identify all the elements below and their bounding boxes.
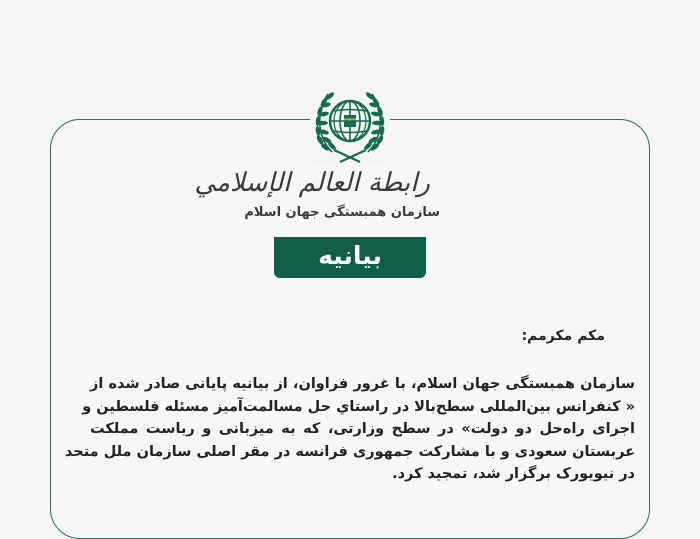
org-name-arabic: رابطة العالم الإسلامي: [194, 168, 430, 198]
statement-line: عربستان سعودی و با مشارکت جمهوری فرانسه در مقر اصلی سازمان ملل متحد: [64, 443, 635, 460]
statement-line: سازمان همبستگی جهان اسلام، با غرور فراوان، از بیانیه پایانی صادر شده از: [90, 376, 635, 392]
statement-line: در نیویورک برگزار شد، تمجید کرد.: [392, 466, 635, 482]
greeting: مکم مکرمم:: [521, 328, 605, 344]
org-name-persian: سازمان همبستگی جهان اسلام: [244, 205, 440, 220]
globe-laurel-icon: [310, 86, 390, 164]
document-type-banner: بیانیه: [274, 237, 426, 278]
statement-line: « کنفرانس بین‌المللی سطح‌بالا در راستاي حل مسالمت‌آمیز مسئله فلسطین و: [82, 398, 635, 415]
statement-body: [64, 373, 635, 486]
statement-line: اجرای راه‌حل دو دولت» در سطح وزارتی، که به میزبانی و ریاست مملکت: [90, 421, 635, 437]
